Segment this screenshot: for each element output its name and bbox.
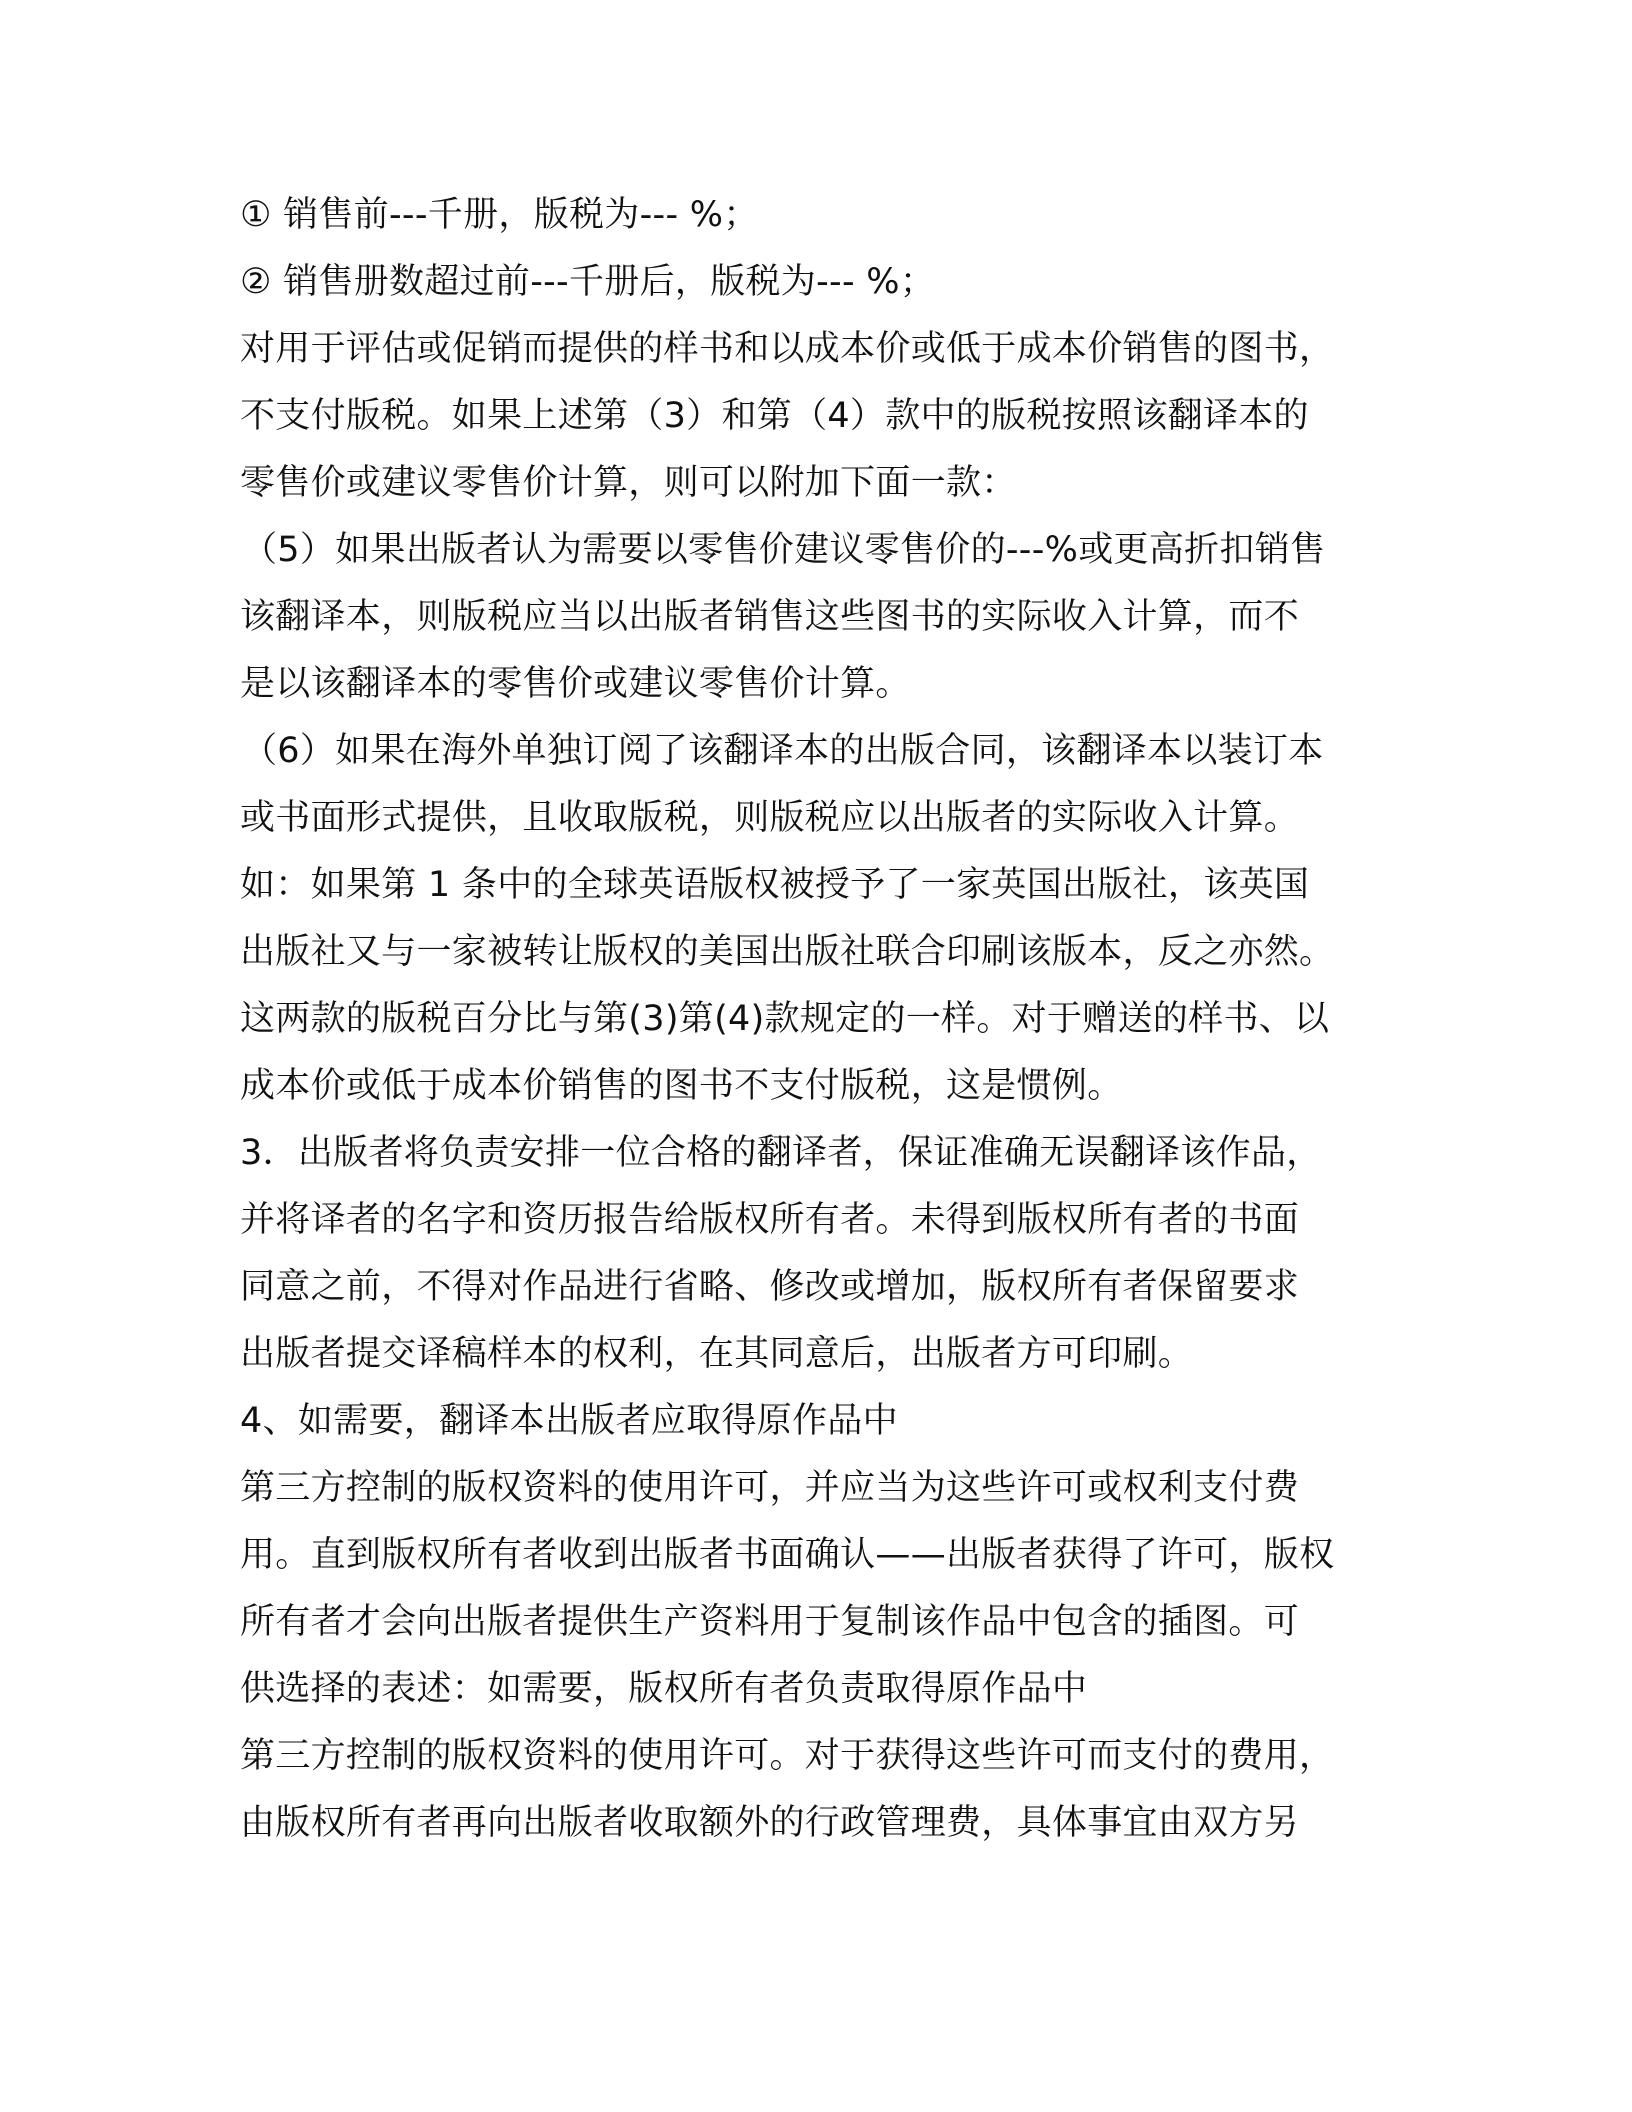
text-line: 4、如需要，翻译本出版者应取得原作品中 xyxy=(240,1401,898,1441)
text-line: （5）如果出版者认为需要以零售价建议零售价的---%或更高折扣销售 xyxy=(242,530,1326,570)
text-line: 是以该翻译本的零售价或建议零售价计算。 xyxy=(240,664,911,704)
text-line: 出版者提交译稿样本的权利，在其同意后，出版者方可印刷。 xyxy=(240,1334,1194,1374)
text-line: 成本价或低于成本价销售的图书不支付版税，这是惯例。 xyxy=(240,1066,1123,1106)
text-line: 第三方控制的版权资料的使用许可，并应当为这些许可或权利支付费 xyxy=(240,1468,1300,1508)
text-line: 供选择的表述：如需要，版权所有者负责取得原作品中 xyxy=(240,1669,1088,1709)
text-line: 3．出版者将负责安排一位合格的翻译者，保证准确无误翻译该作品， xyxy=(240,1133,1322,1173)
text-line: 出版社又与一家被转让版权的美国出版社联合印刷该版本，反之亦然。 xyxy=(240,932,1335,972)
text-line: 并将译者的名字和资历报告给版权所有者。未得到版权所有者的书面 xyxy=(240,1200,1300,1240)
text-line: 如：如果第 1 条中的全球英语版权被授予了一家英国出版社，该英国 xyxy=(240,865,1310,905)
text-line: 这两款的版税百分比与第(3)第(4)款规定的一样。对于赠送的样书、以 xyxy=(240,999,1330,1039)
text-line: 同意之前，不得对作品进行省略、修改或增加，版权所有者保留要求 xyxy=(240,1267,1300,1307)
text-line: 由版权所有者再向出版者收取额外的行政管理费，具体事宜由双方另 xyxy=(240,1803,1300,1843)
text-line: （6）如果在海外单独订阅了该翻译本的出版合同，该翻译本以装订本 xyxy=(242,731,1324,771)
text-line: 零售价或建议零售价计算，则可以附加下面一款： xyxy=(240,463,1017,503)
text-line: 对用于评估或促销而提供的样书和以成本价或低于成本价销售的图书， xyxy=(240,329,1335,369)
text-line: ① 销售前---千册，版税为--- %； xyxy=(240,195,759,235)
text-line: ② 销售册数超过前---千册后，版税为--- %； xyxy=(240,262,936,302)
text-line: 所有者才会向出版者提供生产资料用于复制该作品中包含的插图。可 xyxy=(240,1602,1300,1642)
text-line: 第三方控制的版权资料的使用许可。对于获得这些许可而支付的费用， xyxy=(240,1736,1335,1776)
text-line: 用。直到版权所有者收到出版者书面确认——出版者获得了许可，版权 xyxy=(240,1535,1335,1575)
text-line: 不支付版税。如果上述第（3）和第（4）款中的版税按照该翻译本的 xyxy=(240,396,1309,436)
text-line: 或书面形式提供，且收取版税，则版税应以出版者的实际收入计算。 xyxy=(240,798,1300,838)
text-line: 该翻译本，则版税应当以出版者销售这些图书的实际收入计算，而不 xyxy=(240,597,1300,637)
